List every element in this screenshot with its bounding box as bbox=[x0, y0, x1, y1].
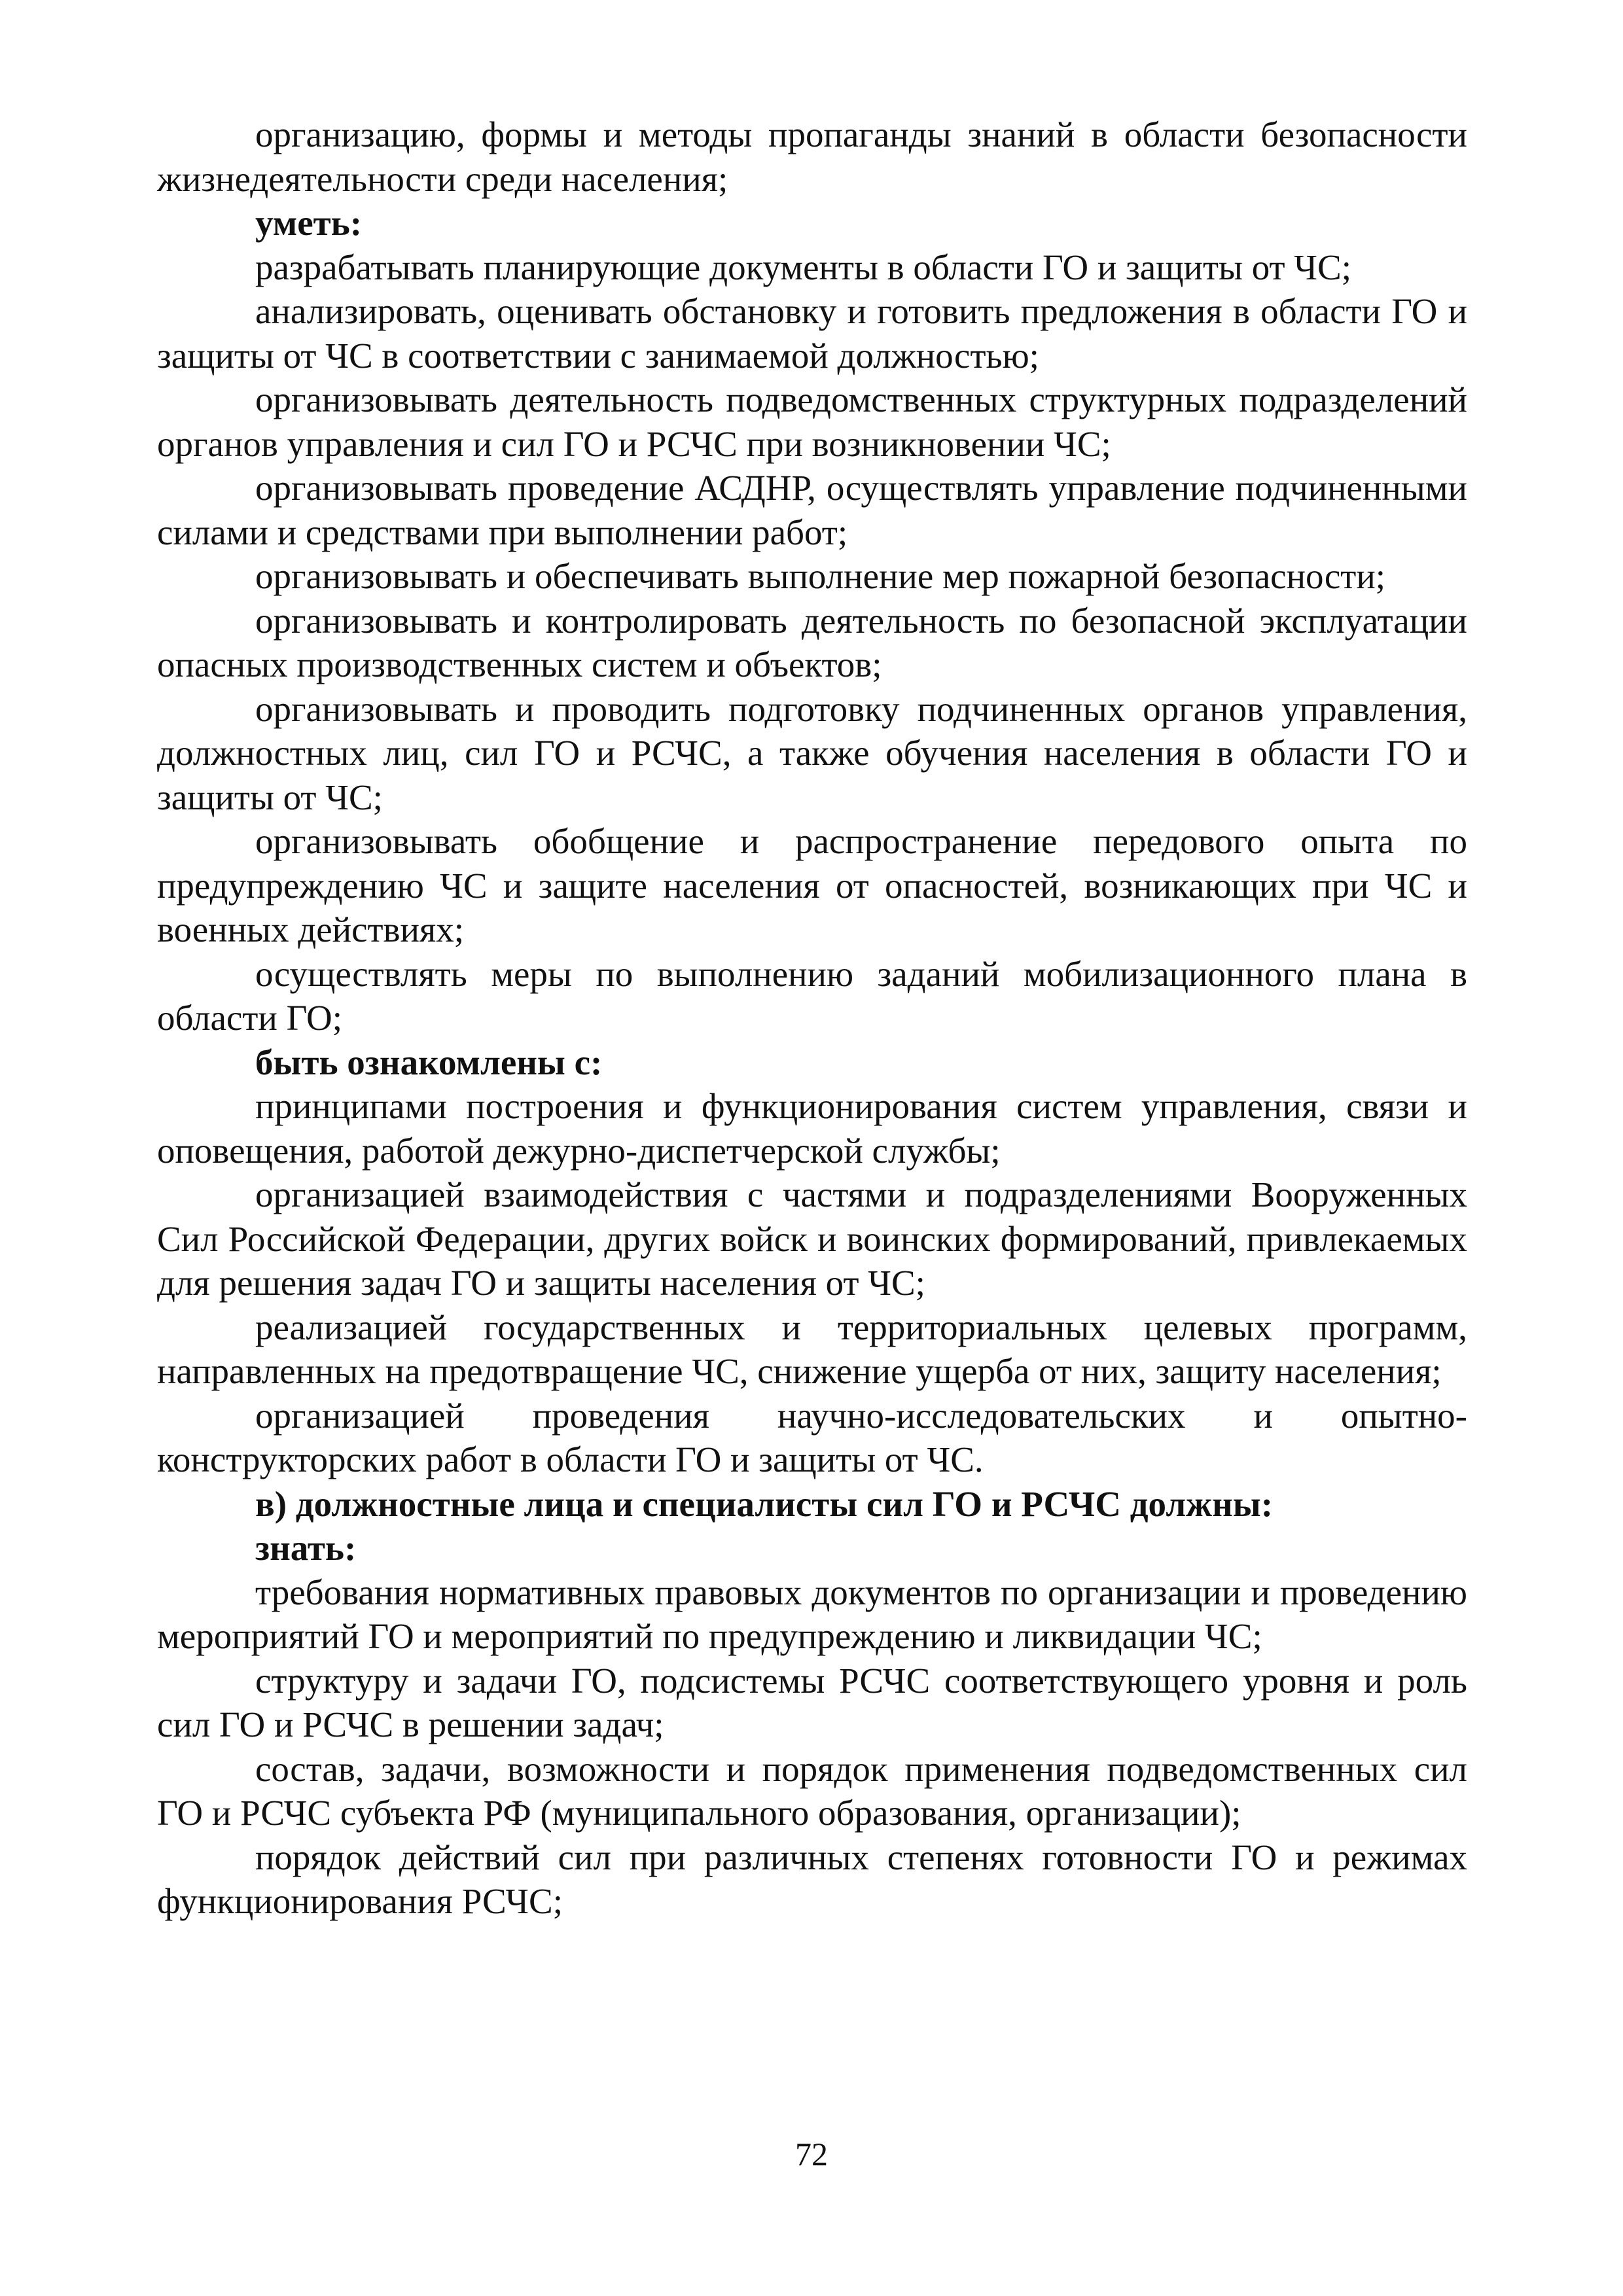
paragraph-training: организовывать и проводить подготовку подчиненных органов управления, должностных лиц, сил ГО и РСЧС, а также обучения населения в области ГО и защиты от ЧС; bbox=[157, 688, 1467, 817]
paragraph-target-programs: реализацией государственных и территориальных целевых программ, направленных на предотвращение ЧС, снижение ущерба от них, защиту населения; bbox=[157, 1307, 1467, 1391]
paragraph-best-practices: организовывать обобщение и распространение передового опыта по предупреждению ЧС и защите населения от опасностей, возникающих при ЧС и военных действиях; bbox=[157, 821, 1467, 949]
paragraph-asdnr: организовывать проведение АСДНР, осуществлять управление подчиненными силами и средствами при выполнении работ; bbox=[157, 468, 1467, 552]
document-page bbox=[157, 113, 1467, 1924]
paragraph-readiness-procedure: порядок действий сил при различных степенях готовности ГО и режимах функционирования РСЧС; bbox=[157, 1837, 1467, 1921]
paragraph-research-works: организацией проведения научно-исследовательских и опытно-конструкторских работ в области ГО и защиты от ЧС. bbox=[157, 1395, 1467, 1479]
paragraph-analyze-situation: анализировать, оценивать обстановку и готовить предложения в области ГО и защиты от ЧС в соответствии с занимаемой должностью; bbox=[157, 291, 1467, 376]
paragraph-propaganda: организацию, формы и методы пропаганды знаний в области безопасности жизнедеятельности среди населения; bbox=[157, 115, 1467, 199]
paragraph-mobilization-plan: осуществлять меры по выполнению заданий мобилизационного плана в области ГО; bbox=[157, 953, 1467, 1038]
paragraph-planning-documents: разрабатывать планирующие документы в области ГО и защиты от ЧС; bbox=[255, 247, 1352, 287]
heading-officials-specialists: в) должностные лица и специалисты сил ГО и РСЧС должны: bbox=[255, 1483, 1274, 1524]
page-number: 72 bbox=[795, 2136, 828, 2172]
paragraph-structure-tasks: структуру и задачи ГО, подсистемы РСЧС соответствующего уровня и роль сил ГО и РСЧС в решении задач; bbox=[157, 1660, 1467, 1744]
heading-umet: уметь: bbox=[255, 203, 363, 243]
paragraph-normative-requirements: требования нормативных правовых документов по организации и проведению мероприятий ГО и мероприятий по предупреждению и ликвидации ЧС; bbox=[157, 1572, 1467, 1656]
paragraph-composition-forces: состав, задачи, возможности и порядок применения подведомственных сил ГО и РСЧС субъекта РФ (муниципального образования, организации); bbox=[157, 1748, 1467, 1833]
paragraph-armed-forces: организацией взаимодействия с частями и подразделениями Вооруженных Сил Российской Федерации, других войск и воинских формирований, привлекаемых для решения задач ГО и защиты населения от ЧС; bbox=[157, 1174, 1467, 1303]
heading-znat: знать: bbox=[255, 1528, 357, 1568]
paragraph-organize-subdivisions: организовывать деятельность подведомственных структурных подразделений органов управления и сил ГО и РСЧС при возникновении ЧС; bbox=[157, 380, 1467, 464]
paragraph-fire-safety: организовывать и обеспечивать выполнение мер пожарной безопасности; bbox=[255, 556, 1386, 596]
paragraph-control-systems: принципами построения и функционирования систем управления, связи и оповещения, работой дежурно-диспетчерской службы; bbox=[157, 1086, 1467, 1171]
paragraph-safe-operation: организовывать и контролировать деятельность по безопасной эксплуатации опасных производственных систем и объектов; bbox=[157, 600, 1467, 684]
heading-byt-oznakomleny: быть ознакомлены с: bbox=[255, 1042, 603, 1082]
